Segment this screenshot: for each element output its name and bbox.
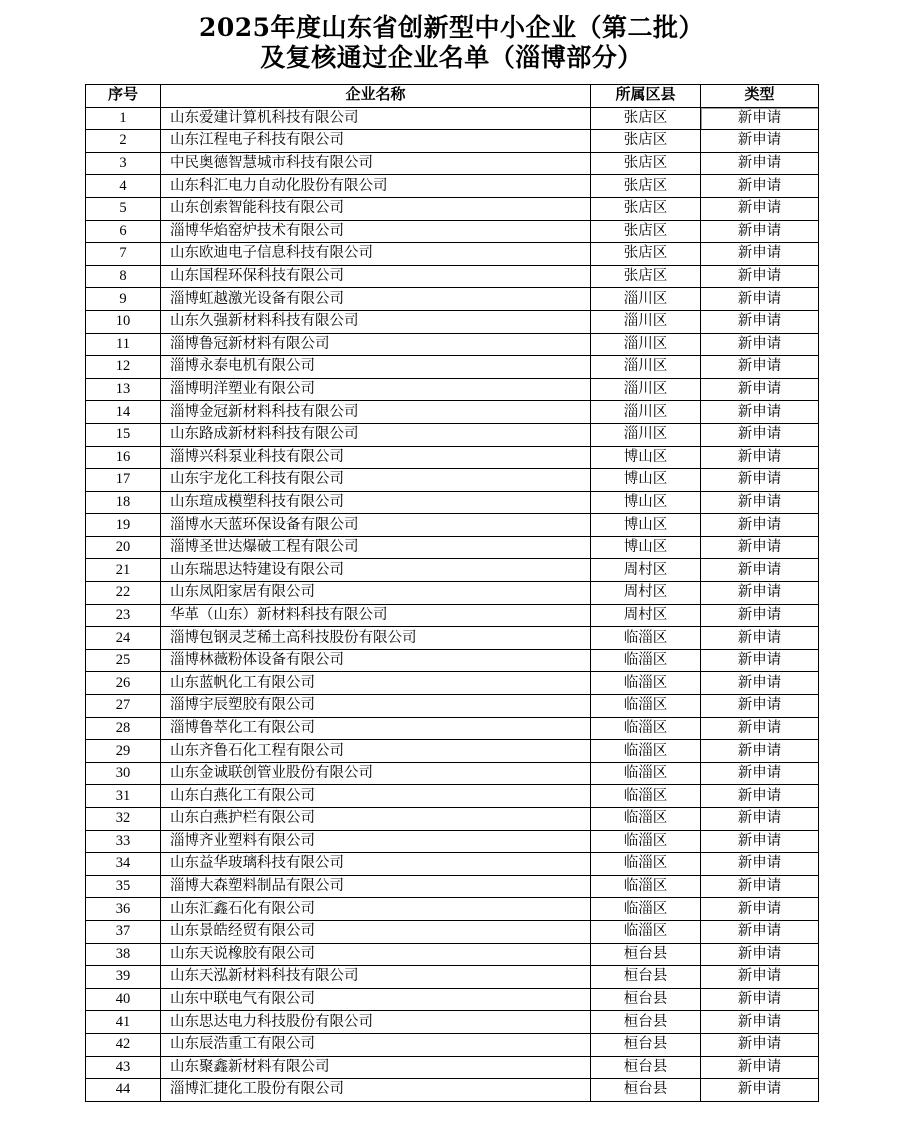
company-name-cell: 淄博鲁萃化工有限公司	[161, 717, 591, 740]
district-cell: 临淄区	[591, 627, 701, 650]
table-row	[86, 785, 819, 808]
table-row	[86, 604, 819, 627]
type-cell: 新申请	[701, 356, 819, 379]
company-name-cell: 淄博齐业塑料有限公司	[161, 830, 591, 853]
row-number-cell: 29	[86, 740, 161, 763]
row-number-cell: 15	[86, 423, 161, 446]
row-number-cell: 22	[86, 582, 161, 605]
table-row	[86, 378, 819, 401]
district-cell: 桓台县	[591, 943, 701, 966]
company-name-cell: 淄博大森塑料制品有限公司	[161, 875, 591, 898]
district-cell: 博山区	[591, 491, 701, 514]
table-row	[86, 649, 819, 672]
type-cell: 新申请	[701, 130, 819, 153]
row-number-cell: 37	[86, 920, 161, 943]
col-header-district: 所属区县	[591, 85, 701, 108]
company-name-cell: 淄博宇辰塑胶有限公司	[161, 695, 591, 718]
table-row	[86, 582, 819, 605]
company-name-cell: 淄博汇捷化工股份有限公司	[161, 1079, 591, 1102]
company-name-cell: 淄博金冠新材料科技有限公司	[161, 401, 591, 424]
type-cell: 新申请	[701, 220, 819, 243]
table-row	[86, 966, 819, 989]
row-number-cell: 40	[86, 988, 161, 1011]
type-cell: 新申请	[701, 197, 819, 220]
district-cell: 临淄区	[591, 762, 701, 785]
table-row	[86, 265, 819, 288]
company-name-cell: 淄博永泰电机有限公司	[161, 356, 591, 379]
type-cell: 新申请	[701, 762, 819, 785]
table-row	[86, 152, 819, 175]
document-title	[0, 13, 903, 73]
row-number-cell: 1	[86, 107, 161, 130]
district-cell: 临淄区	[591, 672, 701, 695]
district-cell: 桓台县	[591, 1011, 701, 1034]
company-name-cell: 淄博水天蓝环保设备有限公司	[161, 514, 591, 537]
type-cell: 新申请	[701, 423, 819, 446]
type-cell: 新申请	[701, 288, 819, 311]
row-number-cell: 21	[86, 559, 161, 582]
row-number-cell: 19	[86, 514, 161, 537]
district-cell: 张店区	[591, 265, 701, 288]
company-name-cell: 山东金诚联创管业股份有限公司	[161, 762, 591, 785]
table-row	[86, 830, 819, 853]
type-cell: 新申请	[701, 536, 819, 559]
company-name-cell: 山东天说橡胶有限公司	[161, 943, 591, 966]
type-cell: 新申请	[701, 920, 819, 943]
table-row	[86, 853, 819, 876]
type-cell: 新申请	[701, 604, 819, 627]
row-number-cell: 44	[86, 1079, 161, 1102]
district-cell: 博山区	[591, 536, 701, 559]
table-row	[86, 130, 819, 153]
table-row	[86, 536, 819, 559]
row-number-cell: 26	[86, 672, 161, 695]
company-name-cell: 山东瑄成模塑科技有限公司	[161, 491, 591, 514]
type-cell-selected: 新申请	[701, 107, 819, 130]
document-title-line1: 2025年度山东省创新型中小企业（第二批）	[198, 13, 705, 42]
table-row	[86, 672, 819, 695]
type-cell: 新申请	[701, 875, 819, 898]
table-row	[86, 446, 819, 469]
table-row	[86, 559, 819, 582]
company-name-cell: 山东齐鲁石化工程有限公司	[161, 740, 591, 763]
company-name-cell: 山东国程环保科技有限公司	[161, 265, 591, 288]
type-cell: 新申请	[701, 265, 819, 288]
company-name-cell: 山东白燕化工有限公司	[161, 785, 591, 808]
table-row	[86, 740, 819, 763]
type-cell: 新申请	[701, 808, 819, 831]
row-number-cell: 9	[86, 288, 161, 311]
row-number-cell: 38	[86, 943, 161, 966]
row-number-cell: 20	[86, 536, 161, 559]
row-number-cell: 14	[86, 401, 161, 424]
district-cell: 淄川区	[591, 423, 701, 446]
row-number-cell: 11	[86, 333, 161, 356]
type-cell: 新申请	[701, 943, 819, 966]
row-number-cell: 39	[86, 966, 161, 989]
district-cell: 周村区	[591, 582, 701, 605]
table-row	[86, 423, 819, 446]
company-name-cell: 山东汇鑫石化有限公司	[161, 898, 591, 921]
district-cell: 淄川区	[591, 310, 701, 333]
type-cell: 新申请	[701, 401, 819, 424]
row-number-cell: 41	[86, 1011, 161, 1034]
company-name-cell: 淄博华焰窑炉技术有限公司	[161, 220, 591, 243]
table-row	[86, 491, 819, 514]
table-row	[86, 197, 819, 220]
row-number-cell: 28	[86, 717, 161, 740]
row-number-cell: 23	[86, 604, 161, 627]
district-cell: 淄川区	[591, 401, 701, 424]
table-row	[86, 1011, 819, 1034]
company-name-cell: 山东爱建计算机科技有限公司	[161, 107, 591, 130]
company-name-cell: 山东思达电力科技股份有限公司	[161, 1011, 591, 1034]
row-number-cell: 33	[86, 830, 161, 853]
row-number-cell: 18	[86, 491, 161, 514]
company-name-cell: 山东江程电子科技有限公司	[161, 130, 591, 153]
type-cell: 新申请	[701, 627, 819, 650]
company-name-cell: 淄博林薇粉体设备有限公司	[161, 649, 591, 672]
table-row	[86, 920, 819, 943]
company-name-cell: 山东聚鑫新材料有限公司	[161, 1056, 591, 1079]
district-cell: 淄川区	[591, 356, 701, 379]
row-number-cell: 16	[86, 446, 161, 469]
type-cell: 新申请	[701, 243, 819, 266]
company-list-table	[85, 84, 819, 1102]
company-name-cell: 淄博虹越激光设备有限公司	[161, 288, 591, 311]
row-number-cell: 4	[86, 175, 161, 198]
district-cell: 淄川区	[591, 333, 701, 356]
col-header-name: 企业名称	[161, 85, 591, 108]
table-row	[86, 1033, 819, 1056]
district-cell: 临淄区	[591, 898, 701, 921]
company-name-cell: 淄博鲁冠新材料有限公司	[161, 333, 591, 356]
district-cell: 张店区	[591, 107, 701, 130]
row-number-cell: 12	[86, 356, 161, 379]
type-cell: 新申请	[701, 1056, 819, 1079]
company-name-cell: 华革（山东）新材料科技有限公司	[161, 604, 591, 627]
company-name-cell: 山东辰浩重工有限公司	[161, 1033, 591, 1056]
row-number-cell: 5	[86, 197, 161, 220]
company-name-cell: 山东欧迪电子信息科技有限公司	[161, 243, 591, 266]
table-row	[86, 469, 819, 492]
company-name-cell: 山东天泓新材料科技有限公司	[161, 966, 591, 989]
row-number-cell: 25	[86, 649, 161, 672]
type-cell: 新申请	[701, 717, 819, 740]
row-number-cell: 32	[86, 808, 161, 831]
table-row	[86, 875, 819, 898]
type-cell: 新申请	[701, 469, 819, 492]
table-row	[86, 898, 819, 921]
row-number-cell: 10	[86, 310, 161, 333]
table-row	[86, 695, 819, 718]
document-title-line2: 及复核通过企业名单（淄博部分）	[260, 43, 643, 72]
table-row	[86, 401, 819, 424]
table-row	[86, 514, 819, 537]
company-name-cell: 山东宇龙化工科技有限公司	[161, 469, 591, 492]
row-number-cell: 3	[86, 152, 161, 175]
table-row	[86, 333, 819, 356]
table-row	[86, 288, 819, 311]
row-number-cell: 31	[86, 785, 161, 808]
table-row	[86, 943, 819, 966]
type-cell: 新申请	[701, 853, 819, 876]
district-cell: 桓台县	[591, 966, 701, 989]
district-cell: 临淄区	[591, 875, 701, 898]
company-name-cell: 山东益华玻璃科技有限公司	[161, 853, 591, 876]
type-cell: 新申请	[701, 446, 819, 469]
district-cell: 临淄区	[591, 717, 701, 740]
district-cell: 博山区	[591, 446, 701, 469]
type-cell: 新申请	[701, 1079, 819, 1102]
type-cell: 新申请	[701, 695, 819, 718]
row-number-cell: 30	[86, 762, 161, 785]
type-cell: 新申请	[701, 1011, 819, 1034]
type-cell: 新申请	[701, 966, 819, 989]
row-number-cell: 27	[86, 695, 161, 718]
table-row	[86, 356, 819, 379]
district-cell: 淄川区	[591, 288, 701, 311]
district-cell: 周村区	[591, 604, 701, 627]
district-cell: 张店区	[591, 197, 701, 220]
table-row	[86, 220, 819, 243]
type-cell: 新申请	[701, 672, 819, 695]
type-cell: 新申请	[701, 175, 819, 198]
district-cell: 临淄区	[591, 695, 701, 718]
company-name-cell: 山东科汇电力自动化股份有限公司	[161, 175, 591, 198]
company-name-cell: 山东白燕护栏有限公司	[161, 808, 591, 831]
table-row	[86, 627, 819, 650]
table-header-row	[86, 85, 819, 108]
company-name-cell: 山东凤阳家居有限公司	[161, 582, 591, 605]
col-header-no: 序号	[86, 85, 161, 108]
table-row	[86, 988, 819, 1011]
company-name-cell: 山东路成新材料科技有限公司	[161, 423, 591, 446]
district-cell: 张店区	[591, 130, 701, 153]
company-name-cell: 中民奥德智慧城市科技有限公司	[161, 152, 591, 175]
district-cell: 临淄区	[591, 920, 701, 943]
row-number-cell: 8	[86, 265, 161, 288]
table-header	[86, 85, 819, 108]
type-cell: 新申请	[701, 378, 819, 401]
row-number-cell: 2	[86, 130, 161, 153]
type-cell: 新申请	[701, 988, 819, 1011]
type-cell: 新申请	[701, 785, 819, 808]
company-name-cell: 淄博包钢灵芝稀土高科技股份有限公司	[161, 627, 591, 650]
district-cell: 桓台县	[591, 1056, 701, 1079]
company-name-cell: 山东景皓经贸有限公司	[161, 920, 591, 943]
district-cell: 临淄区	[591, 649, 701, 672]
type-cell: 新申请	[701, 1033, 819, 1056]
table-row	[86, 175, 819, 198]
district-cell: 临淄区	[591, 785, 701, 808]
district-cell: 张店区	[591, 243, 701, 266]
type-cell: 新申请	[701, 310, 819, 333]
table-row	[86, 310, 819, 333]
row-number-cell: 43	[86, 1056, 161, 1079]
district-cell: 桓台县	[591, 1079, 701, 1102]
company-name-cell: 山东蓝帆化工有限公司	[161, 672, 591, 695]
district-cell: 桓台县	[591, 988, 701, 1011]
company-name-cell: 山东久强新材料科技有限公司	[161, 310, 591, 333]
table-row	[86, 1056, 819, 1079]
district-cell: 临淄区	[591, 853, 701, 876]
table-row	[86, 762, 819, 785]
type-cell: 新申请	[701, 582, 819, 605]
type-cell: 新申请	[701, 830, 819, 853]
table-row	[86, 243, 819, 266]
district-cell: 临淄区	[591, 808, 701, 831]
type-cell: 新申请	[701, 649, 819, 672]
row-number-cell: 34	[86, 853, 161, 876]
company-name-cell: 山东中联电气有限公司	[161, 988, 591, 1011]
type-cell: 新申请	[701, 514, 819, 537]
district-cell: 张店区	[591, 175, 701, 198]
company-name-cell: 山东创索智能科技有限公司	[161, 197, 591, 220]
district-cell: 张店区	[591, 220, 701, 243]
type-cell: 新申请	[701, 740, 819, 763]
district-cell: 张店区	[591, 152, 701, 175]
district-cell: 博山区	[591, 514, 701, 537]
district-cell: 临淄区	[591, 740, 701, 763]
table-body	[86, 107, 819, 1101]
row-number-cell: 13	[86, 378, 161, 401]
type-cell: 新申请	[701, 559, 819, 582]
row-number-cell: 35	[86, 875, 161, 898]
type-cell: 新申请	[701, 491, 819, 514]
type-cell: 新申请	[701, 333, 819, 356]
type-cell: 新申请	[701, 152, 819, 175]
district-cell: 淄川区	[591, 378, 701, 401]
table-row	[86, 808, 819, 831]
company-name-cell: 淄博明洋塑业有限公司	[161, 378, 591, 401]
district-cell: 桓台县	[591, 1033, 701, 1056]
row-number-cell: 7	[86, 243, 161, 266]
type-cell: 新申请	[701, 898, 819, 921]
company-name-cell: 淄博兴科泵业科技有限公司	[161, 446, 591, 469]
row-number-cell: 24	[86, 627, 161, 650]
row-number-cell: 6	[86, 220, 161, 243]
row-number-cell: 42	[86, 1033, 161, 1056]
row-number-cell: 36	[86, 898, 161, 921]
district-cell: 临淄区	[591, 830, 701, 853]
table-row	[86, 717, 819, 740]
table-row	[86, 1079, 819, 1102]
district-cell: 周村区	[591, 559, 701, 582]
company-name-cell: 山东瑞思达特建设有限公司	[161, 559, 591, 582]
table-row	[86, 107, 819, 130]
row-number-cell: 17	[86, 469, 161, 492]
company-name-cell: 淄博圣世达爆破工程有限公司	[161, 536, 591, 559]
col-header-type: 类型	[701, 85, 819, 108]
district-cell: 博山区	[591, 469, 701, 492]
